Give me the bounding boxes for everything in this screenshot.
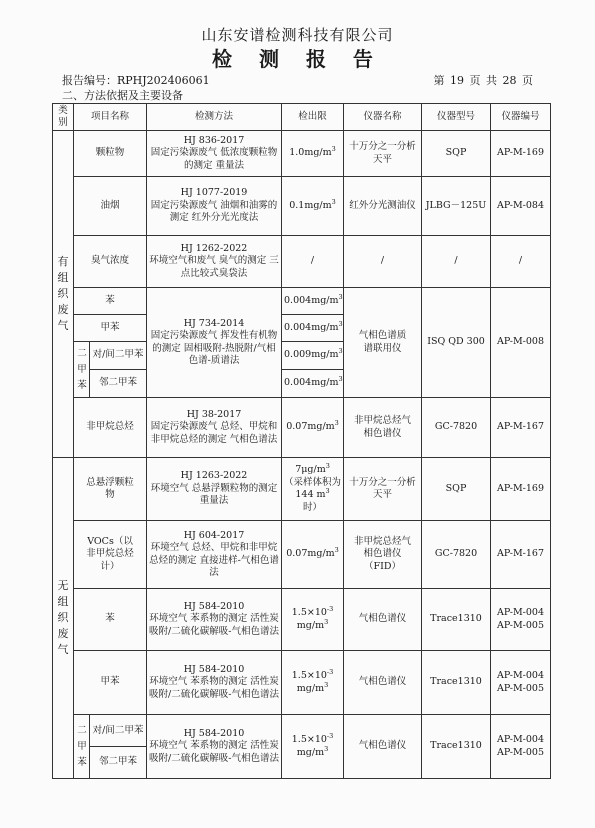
table-row	[53, 288, 551, 315]
header-number: 仪器编号	[491, 104, 551, 131]
model-cell: Trace1310	[422, 651, 491, 715]
limit-cell: $0.07mg/m^3$	[282, 521, 344, 589]
header-limit: 检出限	[282, 104, 344, 131]
table-row	[53, 131, 551, 177]
number-cell: AP-M-169	[491, 458, 551, 521]
item-name: VOCs（以非甲烷总烃计）	[74, 521, 147, 589]
method-cell: HJ 604-2017 环境空气 总烃、甲烷和非甲烷总烃的测定 直接进样-气相色谱法	[147, 521, 282, 589]
model-cell: GC-7820	[422, 521, 491, 589]
method-cell: HJ 584-2010 环境空气 苯系物的测定 活性炭吸附/二硫化碳解吸-气相色谱法	[147, 589, 282, 651]
model-cell: SQP	[422, 458, 491, 521]
table-row	[53, 236, 551, 288]
item-name: 臭气浓度	[74, 236, 147, 288]
header-method: 检测方法	[147, 104, 282, 131]
category-organic: 有组织废气	[53, 131, 74, 458]
model-cell: Trace1310	[422, 715, 491, 779]
number-cell: AP-M-004 AP-M-005	[491, 589, 551, 651]
header-model: 仪器型号	[422, 104, 491, 131]
limit-cell: $0.009mg/m^3$	[282, 342, 344, 370]
item-name: 邻二甲苯	[99, 756, 138, 767]
method-cell: HJ 584-2010 环境空气 苯系物的测定 活性炭吸附/二硫化碳解吸-气相色谱法	[147, 715, 282, 779]
number-cell: AP-M-167	[491, 521, 551, 589]
item-name: 苯	[74, 589, 147, 651]
number-cell: AP-M-004 AP-M-005	[491, 715, 551, 779]
limit-cell: /	[282, 236, 344, 288]
model-cell: /	[422, 236, 491, 288]
limit-cell: $7\mu g/m^3$ （采样体积为 144 $m^3$ 时）	[282, 458, 344, 521]
limit-cell: $1.0mg/m^3$	[282, 131, 344, 177]
instrument-cell: /	[344, 236, 422, 288]
table-row	[53, 458, 551, 521]
limit-cell: $1.5\times 10^{-3}$ $mg/m^3$	[282, 589, 344, 651]
method-cell: HJ 734-2014 固定污染源废气 挥发性有机物的测定 固相吸附-热脱附/气相色谱-质谱法	[147, 288, 282, 398]
item-name: 非甲烷总烃	[74, 398, 147, 458]
item-name: 甲苯	[74, 315, 147, 342]
model-cell: SQP	[422, 131, 491, 177]
item-name: 甲苯	[74, 651, 147, 715]
report-number: 报告编号：RPHJ202406061	[62, 74, 210, 87]
limit-cell: $1.5\times 10^{-3}$ $mg/m^3$	[282, 651, 344, 715]
model-cell: Trace1310	[422, 589, 491, 651]
method-cell: HJ 1263-2022 环境空气 总悬浮颗粒物的测定 重量法	[147, 458, 282, 521]
instrument-cell: 非甲烷总烃气相色谱仪（FID）	[344, 521, 422, 589]
xylene-subitems	[90, 715, 147, 779]
xylene-label: 二甲苯	[74, 715, 90, 779]
number-cell: /	[491, 236, 551, 288]
item-name: 邻二甲苯	[90, 370, 147, 398]
header-category: 类别	[53, 104, 74, 131]
category-inorganic: 无组织废气	[53, 458, 74, 779]
method-cell: HJ 38-2017 固定污染源废气 总烃、甲烷和非甲烷总烃的测定 气相色谱法	[147, 398, 282, 458]
table-row	[53, 715, 551, 779]
limit-cell: $0.004mg/m^3$	[282, 370, 344, 398]
limit-cell: $0.1mg/m^3$	[282, 177, 344, 236]
instrument-cell: 红外分光测油仪	[344, 177, 422, 236]
item-name: 油烟	[74, 177, 147, 236]
header-item: 项目名称	[74, 104, 147, 131]
limit-cell: $1.5\times 10^{-3}$ $mg/m^3$	[282, 715, 344, 779]
instrument-cell: 气相色谱仪	[344, 715, 422, 779]
table-row	[53, 398, 551, 458]
company-name: 山东安谱检测科技有限公司	[201, 26, 394, 44]
instrument-cell: 十万分之一分析天平	[344, 458, 422, 521]
item-name: 对/间二甲苯	[90, 716, 146, 748]
model-cell: ISQ QD 300	[422, 288, 491, 398]
instrument-cell: 非甲烷总烃气相色谱仪	[344, 398, 422, 458]
instrument-cell: 气相色谱仪	[344, 589, 422, 651]
number-cell: AP-M-008	[491, 288, 551, 398]
method-equipment-table	[52, 103, 551, 779]
method-cell: HJ 1077-2019 固定污染源废气 油烟和油雾的测定 红外分光光度法	[147, 177, 282, 236]
item-name: 颗粒物	[74, 131, 147, 177]
table-row	[53, 521, 551, 589]
limit-cell: $0.004mg/m^3$	[282, 288, 344, 315]
section-heading: 二、方法依据及主要设备	[62, 89, 183, 102]
limit-cell: $0.004mg/m^3$	[282, 315, 344, 342]
table-row	[53, 651, 551, 715]
item-name: 总悬浮颗粒物	[74, 458, 147, 521]
instrument-cell: 十万分之一分析天平	[344, 131, 422, 177]
number-cell: AP-M-169	[491, 131, 551, 177]
table-header-row	[53, 104, 551, 131]
item-name: 对/间二甲苯	[90, 342, 147, 370]
instrument-cell: 气相色谱质谱联用仪	[344, 288, 422, 398]
model-cell: JLBG－125U	[422, 177, 491, 236]
item-name: 苯	[74, 288, 147, 315]
header-instrument: 仪器名称	[344, 104, 422, 131]
table-row	[53, 177, 551, 236]
instrument-cell: 气相色谱仪	[344, 651, 422, 715]
report-title: 检 测 报 告	[212, 47, 383, 71]
limit-cell: $0.07mg/m^3$	[282, 398, 344, 458]
method-cell: HJ 836-2017 固定污染源废气 低浓度颗粒物的测定 重量法	[147, 131, 282, 177]
number-cell: AP-M-167	[491, 398, 551, 458]
number-cell: AP-M-084	[491, 177, 551, 236]
page-indicator: 第 19 页 共 28 页	[433, 74, 533, 87]
method-cell: HJ 1262-2022 环境空气和废气 臭气的测定 三点比较式臭袋法	[147, 236, 282, 288]
method-cell: HJ 584-2010 环境空气 苯系物的测定 活性炭吸附/二硫化碳解吸-气相色谱法	[147, 651, 282, 715]
table-row	[53, 589, 551, 651]
number-cell: AP-M-004 AP-M-005	[491, 651, 551, 715]
model-cell: GC-7820	[422, 398, 491, 458]
xylene-label: 二甲苯	[74, 342, 90, 398]
